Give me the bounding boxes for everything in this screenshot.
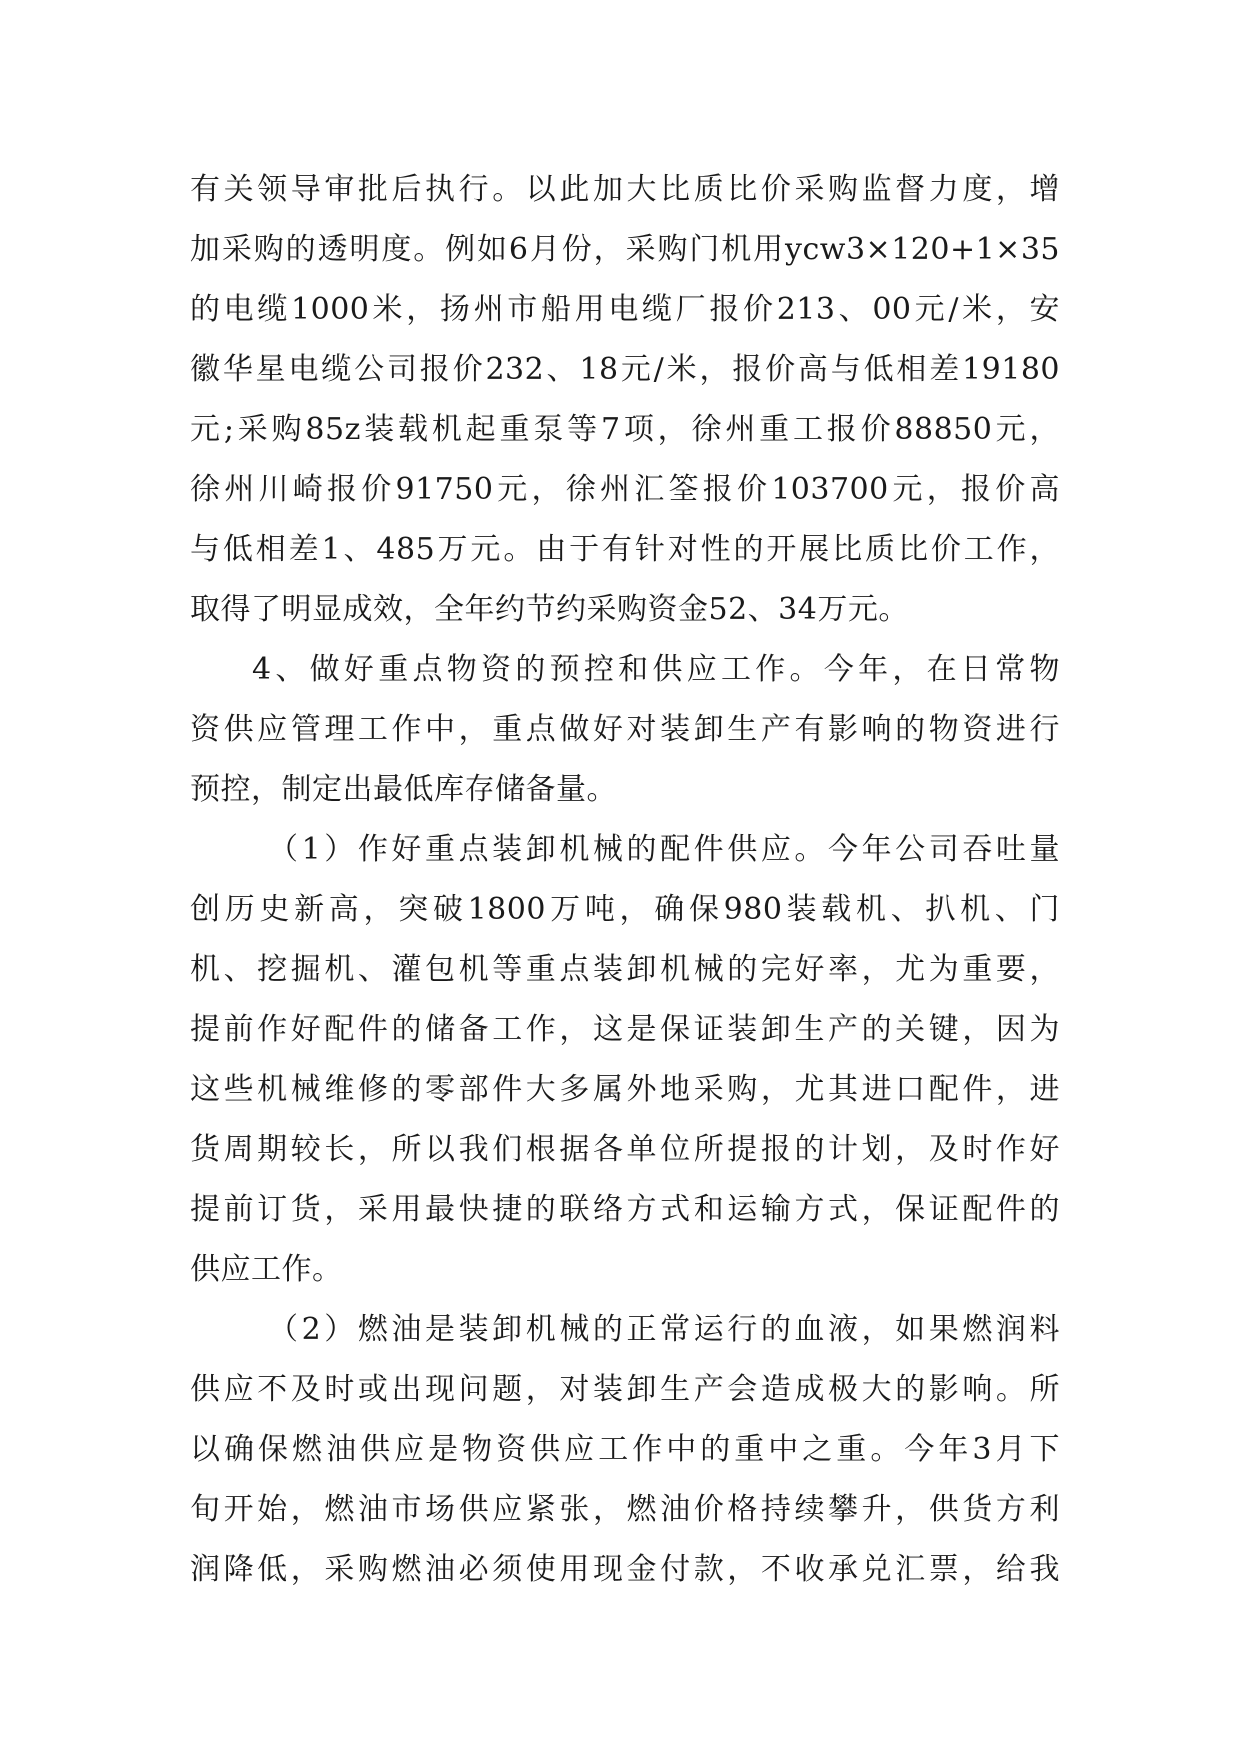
- paragraph-key-materials: [190, 640, 1060, 820]
- text-line: 有关领导审批后执行。以此加大比质比价采购监督力度，增: [190, 172, 1060, 207]
- text-line: （1）作好重点装卸机械的配件供应。今年公司吞吐量: [268, 832, 1060, 867]
- text-line: 预控，制定出最低库存储备量。: [190, 772, 617, 807]
- text-line: 这些机械维修的零部件大多属外地采购，尤其进口配件，进: [190, 1072, 1060, 1107]
- text-line: 旬开始，燃油市场供应紧张，燃油价格持续攀升，供货方利: [190, 1492, 1060, 1527]
- text-line: 的电缆1000米，扬州市船用电缆厂报价213、00元/米，安: [190, 292, 1060, 327]
- text-line: 资供应管理工作中，重点做好对装卸生产有影响的物资进行: [190, 712, 1060, 747]
- paragraph-fuel-supply: [190, 1300, 1060, 1600]
- text-line: 加采购的透明度。例如6月份，采购门机用ycw3×120+1×35: [190, 232, 1060, 267]
- paragraph-price-comparison: [190, 160, 1060, 640]
- text-line: 4、做好重点物资的预控和供应工作。今年，在日常物: [252, 652, 1060, 687]
- text-line: 取得了明显成效，全年约节约采购资金52、34万元。: [190, 592, 909, 627]
- text-line: 以确保燃油供应是物资供应工作中的重中之重。今年3月下: [190, 1432, 1060, 1467]
- text-line: 徐州川崎报价91750元，徐州汇筌报价103700元，报价高: [190, 472, 1060, 507]
- text-line: （2）燃油是装卸机械的正常运行的血液，如果燃润料: [268, 1312, 1060, 1347]
- text-line: 提前订货，采用最快捷的联络方式和运输方式，保证配件的: [190, 1192, 1060, 1227]
- text-line: 供应不及时或出现问题，对装卸生产会造成极大的影响。所: [190, 1372, 1060, 1407]
- paragraph-parts-supply: [190, 820, 1060, 1300]
- text-line: 徽华星电缆公司报价232、18元/米，报价高与低相差19180: [190, 352, 1060, 387]
- text-line: 元;采购85z装载机起重泵等7项，徐州重工报价88850元，: [190, 412, 1060, 447]
- text-line: 创历史新高，突破1800万吨，确保980装载机、扒机、门: [190, 892, 1060, 927]
- text-line: 提前作好配件的储备工作，这是保证装卸生产的关键，因为: [190, 1012, 1060, 1047]
- text-line: 润降低，采购燃油必须使用现金付款，不收承兑汇票，给我: [190, 1552, 1060, 1587]
- document-body: [190, 160, 1060, 1600]
- text-line: 供应工作。: [190, 1252, 343, 1287]
- text-line: 与低相差1、485万元。由于有针对性的开展比质比价工作，: [190, 532, 1060, 567]
- text-line: 机、挖掘机、灌包机等重点装卸机械的完好率，尤为重要，: [190, 952, 1060, 987]
- text-line: 货周期较长，所以我们根据各单位所提报的计划，及时作好: [190, 1132, 1060, 1167]
